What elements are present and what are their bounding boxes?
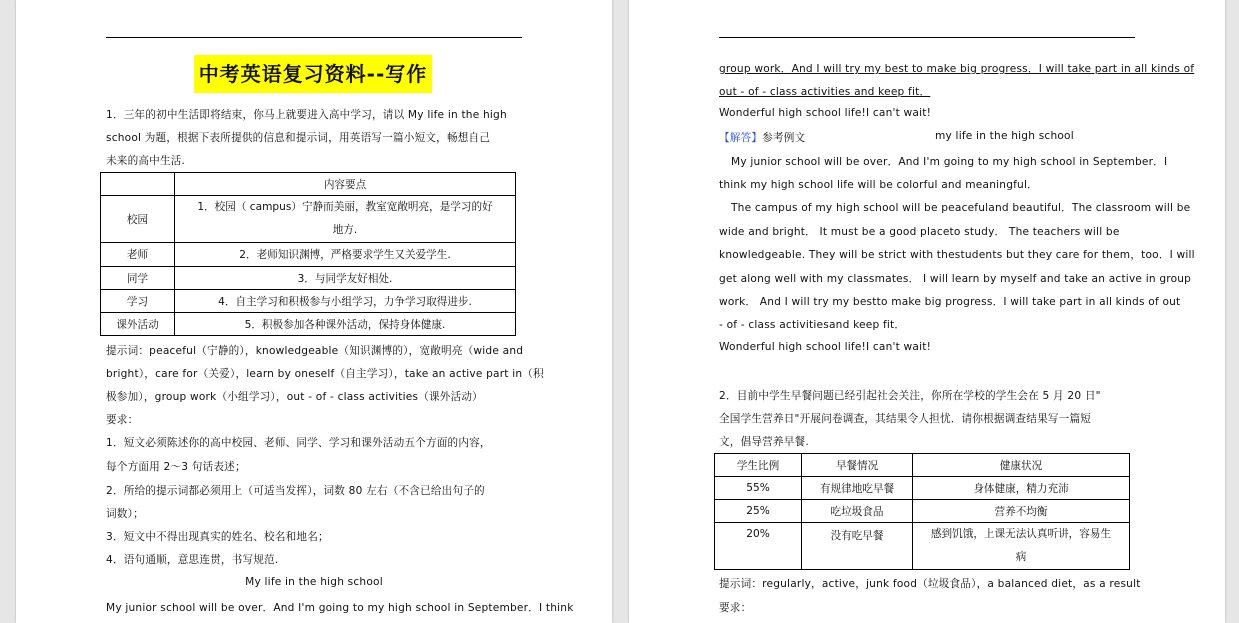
answer-label: 参考例文 <box>762 132 806 144</box>
breakfast-cell: 吃垃圾食品 <box>802 500 913 523</box>
table-row <box>101 196 516 243</box>
header-rule <box>106 37 522 38</box>
breakfast-cell: 没有吃早餐 <box>802 523 913 570</box>
requirements-title: 要求： <box>719 602 752 614</box>
continued-line: out - of - class activities and keep fit． <box>719 86 931 98</box>
essay-line: work． And I will try my bestto make big progress．I will take part in all kinds of out <box>719 296 1181 308</box>
essay-line: My junior school will be over．And I'm going to my high school in September．I think <box>106 602 574 614</box>
health-cell: 营养不均衡 <box>913 500 1130 523</box>
essay-line: knowledgeable. They will be strict with thestudents but they care for them，too．I will <box>719 249 1195 261</box>
question-1-line: 未来的高中生活. <box>106 155 186 167</box>
health-cell <box>913 523 1130 570</box>
requirement-line: 词数）； <box>106 508 144 520</box>
row-label: 老师 <box>101 243 175 267</box>
row-label: 课外活动 <box>101 313 175 336</box>
requirement-line: 2．所给的提示词都必须用上（可适当发挥），词数 80 左右（不含已给出句子的 <box>106 485 485 497</box>
row-content: 2．老师知识渊博，严格要求学生又关爱学生. <box>175 243 516 267</box>
hint-line: 极参加），group work（小组学习），out - of - class activities（课外活动） <box>106 391 483 403</box>
requirements-title: 要求： <box>106 414 139 426</box>
essay-line: - of - class activitiesand keep fit． <box>719 319 906 331</box>
answer-heading <box>719 130 805 145</box>
content-points-table <box>100 172 516 336</box>
question-2-line: 2．目前中学生早餐问题已经引起社会关注，你所在学校的学生会在 5 月 20 日" <box>719 390 1101 402</box>
row-content <box>175 196 516 243</box>
closing-line: Wonderful high school life!I can't wait! <box>719 107 932 119</box>
requirement-line: 4．语句通顺，意思连贯，书写规范. <box>106 554 279 566</box>
health-cell-line: 病 <box>1015 551 1027 563</box>
essay-line: The campus of my high school will be peacefuland beautiful．The classroom will be <box>731 202 1191 214</box>
row-content-line: 1．校园（ campus）宁静而美丽，教室宽敞明亮，是学习的好 <box>197 201 493 213</box>
row-content: 5．积极参加各种课外活动，保持身体健康. <box>175 313 516 336</box>
health-cell: 身体健康，精力充沛 <box>913 477 1130 500</box>
table-row <box>715 477 1130 500</box>
table-row <box>715 523 1130 570</box>
breakfast-cell: 有规律地吃早餐 <box>802 477 913 500</box>
health-cell-line: 感到饥饿，上课无法认真听讲，容易生 <box>930 528 1112 540</box>
requirement-line: 3．短文中不得出现真实的姓名、校名和地名； <box>106 531 329 543</box>
breakfast-survey-table <box>714 453 1130 570</box>
row-content-line: 地方. <box>332 224 358 236</box>
essay-title: My life in the high school <box>245 576 383 588</box>
question-1-line: 1．三年的初中生活即将结束，你马上就要进入高中学习，请以 My life in the high <box>106 109 507 121</box>
table-header: 内容要点 <box>175 173 516 196</box>
requirement-line: 每个方面用 2～3 句话表述； <box>106 461 246 473</box>
essay-line: My junior school will be over．And I'm going to my high school in September．I <box>731 156 1168 168</box>
ratio-cell: 25% <box>715 500 802 523</box>
header-rule <box>719 37 1135 38</box>
answer-tag: 【解答】 <box>719 132 763 144</box>
table-row <box>101 290 516 313</box>
continued-line: group work．And I will try my best to make big progress．I will take part in all kinds of <box>719 63 1195 75</box>
left-page <box>16 0 612 623</box>
row-label: 学习 <box>101 290 175 313</box>
table-header: 学生比例 <box>715 454 802 477</box>
table-row <box>101 267 516 290</box>
question-2-line: 文，倡导营养早餐. <box>719 436 809 448</box>
row-label: 校园 <box>101 196 175 243</box>
essay-line: wide and bright． It must be a good placeto study． The teachers will be <box>719 226 1120 238</box>
hint-line: 提示词：regularly，active，junk food（垃圾食品），a balanced diet，as a result <box>719 578 1141 590</box>
right-page <box>629 0 1225 623</box>
row-content: 4．自主学习和积极参与小组学习，力争学习取得进步. <box>175 290 516 313</box>
document-title: 中考英语复习资料--写作 <box>194 55 432 93</box>
hint-line: bright），care for（关爱），learn by oneself（自主学习），take an active part in（积 <box>106 368 544 380</box>
table-row <box>715 500 1130 523</box>
question-1-line: school 为题，根据下表所提供的信息和提示词，用英语写一篇小短文，畅想自己 <box>106 132 491 144</box>
table-header: 早餐情况 <box>802 454 913 477</box>
hint-line: 提示词：peaceful（宁静的），knowledgeable（知识渊博的），宽敞明亮（wide and <box>106 345 524 357</box>
table-header: 健康状况 <box>913 454 1130 477</box>
answer-essay-title: my life in the high school <box>935 130 1074 142</box>
row-content: 3．与同学友好相处. <box>175 267 516 290</box>
ratio-cell: 20% <box>715 523 802 570</box>
essay-line: get along well with my classmates． I will learn by myself and take an active in group <box>719 273 1192 285</box>
table-header-empty <box>101 173 175 196</box>
row-label: 同学 <box>101 267 175 290</box>
table-row <box>101 243 516 267</box>
ratio-cell: 55% <box>715 477 802 500</box>
table-row <box>101 313 516 336</box>
requirement-line: 1．短文必须陈述你的高中校园、老师、同学、学习和课外活动五个方面的内容， <box>106 437 491 449</box>
question-2-line: 全国学生营养日"开展问卷调查，其结果令人担忧．请你根据调查结果写一篇短 <box>719 413 1092 425</box>
closing-line: Wonderful high school life!I can't wait! <box>719 341 932 353</box>
essay-line: think my high school life will be colorful and meaningful． <box>719 179 1038 191</box>
